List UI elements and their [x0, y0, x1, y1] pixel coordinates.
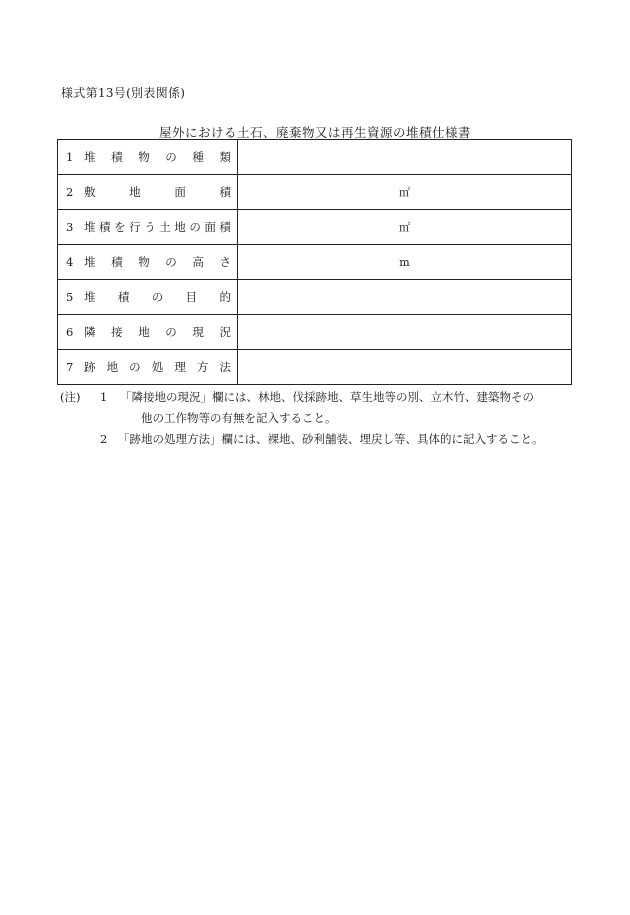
row-label-char: 目 [185, 290, 198, 304]
row-label-char: う [144, 220, 156, 234]
row-label-char: 地 [106, 360, 119, 374]
row-label-char: 地 [129, 185, 141, 199]
row-label-char: 地 [174, 220, 186, 234]
table-row [58, 140, 572, 175]
row-label-cell [58, 350, 238, 385]
row-label [84, 289, 231, 305]
row-value-cell[interactable] [238, 245, 572, 280]
row-label-char: 法 [219, 360, 231, 374]
form-number: 様式第13号(別表関係) [61, 86, 186, 100]
row-label-char: 現 [192, 325, 204, 339]
row-label-char: 積 [219, 220, 231, 234]
row-value-cell[interactable] [238, 280, 572, 315]
row-label-char: の [165, 150, 177, 164]
row-label [84, 324, 231, 340]
row-label [84, 254, 231, 270]
row-label-char: 物 [138, 150, 150, 164]
row-label-char: 方 [196, 360, 209, 374]
row-label [84, 149, 231, 165]
unit-label: ㎡ [399, 221, 410, 234]
row-label-char: 積 [99, 220, 111, 234]
unit-label: m [399, 256, 410, 269]
row-label-char: の [151, 290, 164, 304]
row-label-char: 積 [219, 185, 231, 199]
row-number: 6 [66, 325, 74, 339]
row-value-cell[interactable] [238, 140, 572, 175]
document-title: 屋外における土石、廃棄物又は再生資源の堆積仕様書 [158, 125, 471, 140]
row-number: 4 [66, 255, 74, 269]
row-value-cell[interactable] [238, 175, 572, 210]
row-number: 7 [66, 360, 74, 374]
row-label-char: 堆 [84, 150, 96, 164]
row-number: 1 [66, 150, 74, 164]
row-label [84, 219, 231, 235]
table-row [58, 315, 572, 350]
row-label-char: 接 [111, 325, 123, 339]
row-label-char: 物 [138, 255, 150, 269]
row-label-char: 面 [174, 185, 186, 199]
row-label-cell [58, 280, 238, 315]
row-label-cell [58, 315, 238, 350]
note-text: 「跡地の処理方法」欄には、裸地、砂利舗装、埋戻し等、具体的に記入すること。 [118, 432, 544, 446]
row-label-char: 地 [138, 325, 150, 339]
specification-table [57, 139, 572, 385]
table-row [58, 210, 572, 245]
row-label-cell [58, 175, 238, 210]
table-row [58, 280, 572, 315]
row-label-char: 積 [111, 255, 123, 269]
row-label-char: 面 [204, 220, 216, 234]
unit-label: ㎡ [399, 186, 410, 199]
row-label-char: 敷 [84, 185, 96, 199]
row-label-char: の [165, 255, 177, 269]
row-label-char: 高 [192, 255, 204, 269]
row-label-char: の [189, 220, 201, 234]
note-continuation: 他の工作物等の有無を記入すること。 [141, 411, 337, 425]
row-label-char: 況 [219, 325, 231, 339]
row-label-char: さ [219, 255, 231, 269]
row-label-char: 跡 [84, 360, 96, 374]
row-label-char: 積 [111, 150, 123, 164]
note-number: 1 [100, 390, 108, 404]
row-label-char: 隣 [84, 325, 96, 339]
row-number: 2 [66, 185, 74, 199]
row-label-char: 積 [117, 290, 130, 304]
table-row [58, 175, 572, 210]
row-label-char: 行 [129, 220, 141, 234]
table-row [58, 245, 572, 280]
table-row [58, 350, 572, 385]
notes-section [60, 387, 580, 450]
row-label-char: 種 [192, 150, 204, 164]
row-label-cell [58, 245, 238, 280]
row-label-cell [58, 140, 238, 175]
row-label [84, 184, 231, 200]
row-label-char: 堆 [84, 290, 96, 304]
note-number: 2 [100, 432, 108, 446]
row-label-char: の [165, 325, 177, 339]
row-value-cell[interactable] [238, 350, 572, 385]
row-label-char: 的 [219, 290, 231, 304]
row-label-char: を [114, 220, 126, 234]
row-label-char: 類 [219, 150, 231, 164]
row-value-cell[interactable] [238, 210, 572, 245]
row-label [84, 359, 231, 375]
row-label-char: 堆 [84, 255, 96, 269]
row-label-char: 土 [159, 220, 171, 234]
row-label-char: の [129, 360, 141, 374]
row-number: 3 [66, 220, 74, 234]
row-label-char: 堆 [84, 220, 96, 234]
row-number: 5 [66, 290, 74, 304]
note-text: 「隣接地の現況」欄には、林地、伐採跡地、草生地等の別、立木竹、建築物その [120, 390, 534, 404]
notes-prefix: (注) [60, 390, 81, 404]
row-label-cell [58, 210, 238, 245]
row-label-char: 処 [151, 360, 164, 374]
row-value-cell[interactable] [238, 315, 572, 350]
row-label-char: 理 [174, 360, 186, 374]
